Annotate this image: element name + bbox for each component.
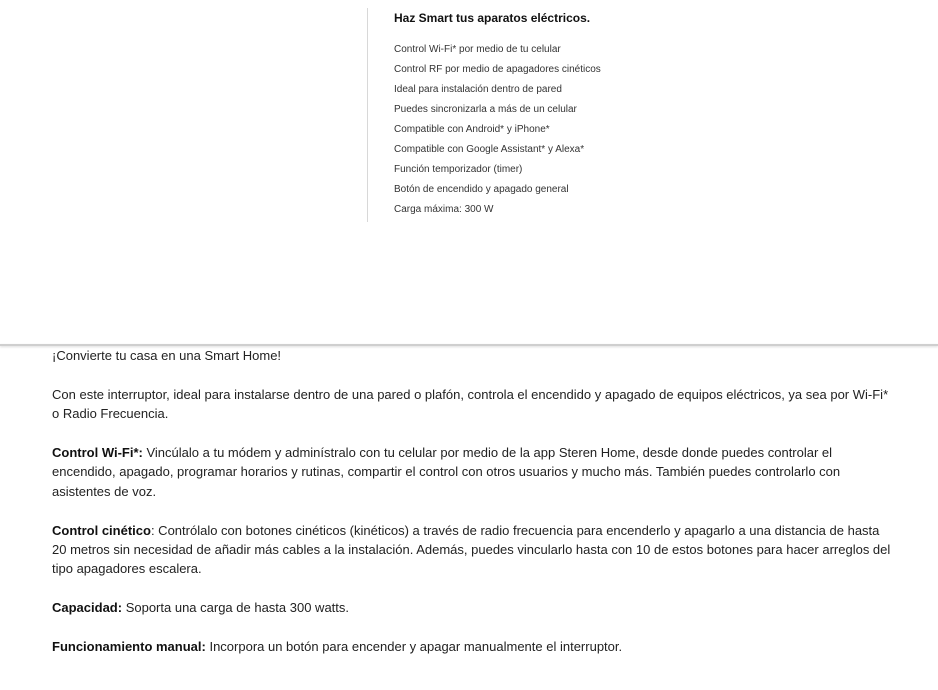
manual-label: Funcionamiento manual: [52, 639, 206, 655]
feature-item: Control RF por medio de apagadores cinéticos [394, 64, 601, 75]
capacity-text: Soporta una carga de hasta 300 watts. [122, 600, 350, 616]
feature-item: Carga máxima: 300 W [394, 204, 494, 215]
features-list [394, 40, 814, 220]
feature-item: Ideal para instalación dentro de pared [394, 84, 562, 95]
description-intro: ¡Convierte tu casa en una Smart Home! [52, 348, 282, 363]
feature-item: Función temporizador (timer) [394, 164, 523, 175]
manual-text: Incorpora un botón para encender y apagar manualmente el interruptor. [205, 639, 623, 655]
feature-item: Puedes sincronizarla a más de un celular [394, 104, 577, 115]
product-description [52, 346, 894, 676]
description-manual [52, 637, 894, 656]
kinetic-text: : Contrólalo con botones cinéticos (kinéticos) a través de radio frecuencia para encenderlo y apagarlo a una distancia de hasta 20 metros sin necesidad de añadir más cables a la instalación. Además, puedes vincularlo hasta con 10 de estos botones para hacer arreglos del tipo apagadores escalera. [52, 522, 891, 577]
description-wifi [52, 443, 894, 501]
features-title: Haz Smart tus aparatos eléctricos. [394, 11, 591, 25]
feature-item: Botón de encendido y apagado general [394, 184, 569, 195]
features-panel [394, 10, 814, 220]
product-features-section [0, 0, 938, 344]
vertical-divider [367, 8, 368, 222]
feature-item: Compatible con Android* y iPhone* [394, 124, 550, 135]
capacity-label: Capacidad: [52, 600, 123, 616]
kinetic-label: Control cinético [52, 522, 151, 538]
description-summary: Con este interruptor, ideal para instalarse dentro de una pared o plafón, controla el encendido y apagado de equipos eléctricos, ya sea por Wi-Fi* o Radio Frecuencia. [52, 386, 889, 422]
wifi-text: Vincúlalo a tu módem y adminístralo con tu celular por medio de la app Steren Home, desde donde puedes controlar el encendido, apagado, programar horarios y rutinas, compartir el control con otros usuarios y mucho más. También puedes controlarlo con asistentes de voz. [52, 445, 841, 499]
wifi-label: Control Wi-Fi*: [52, 445, 143, 460]
feature-item: Control Wi-Fi* por medio de tu celular [394, 44, 561, 55]
description-kinetic [52, 521, 894, 579]
feature-item: Compatible con Google Assistant* y Alexa* [394, 144, 585, 155]
description-capacity [52, 598, 894, 617]
